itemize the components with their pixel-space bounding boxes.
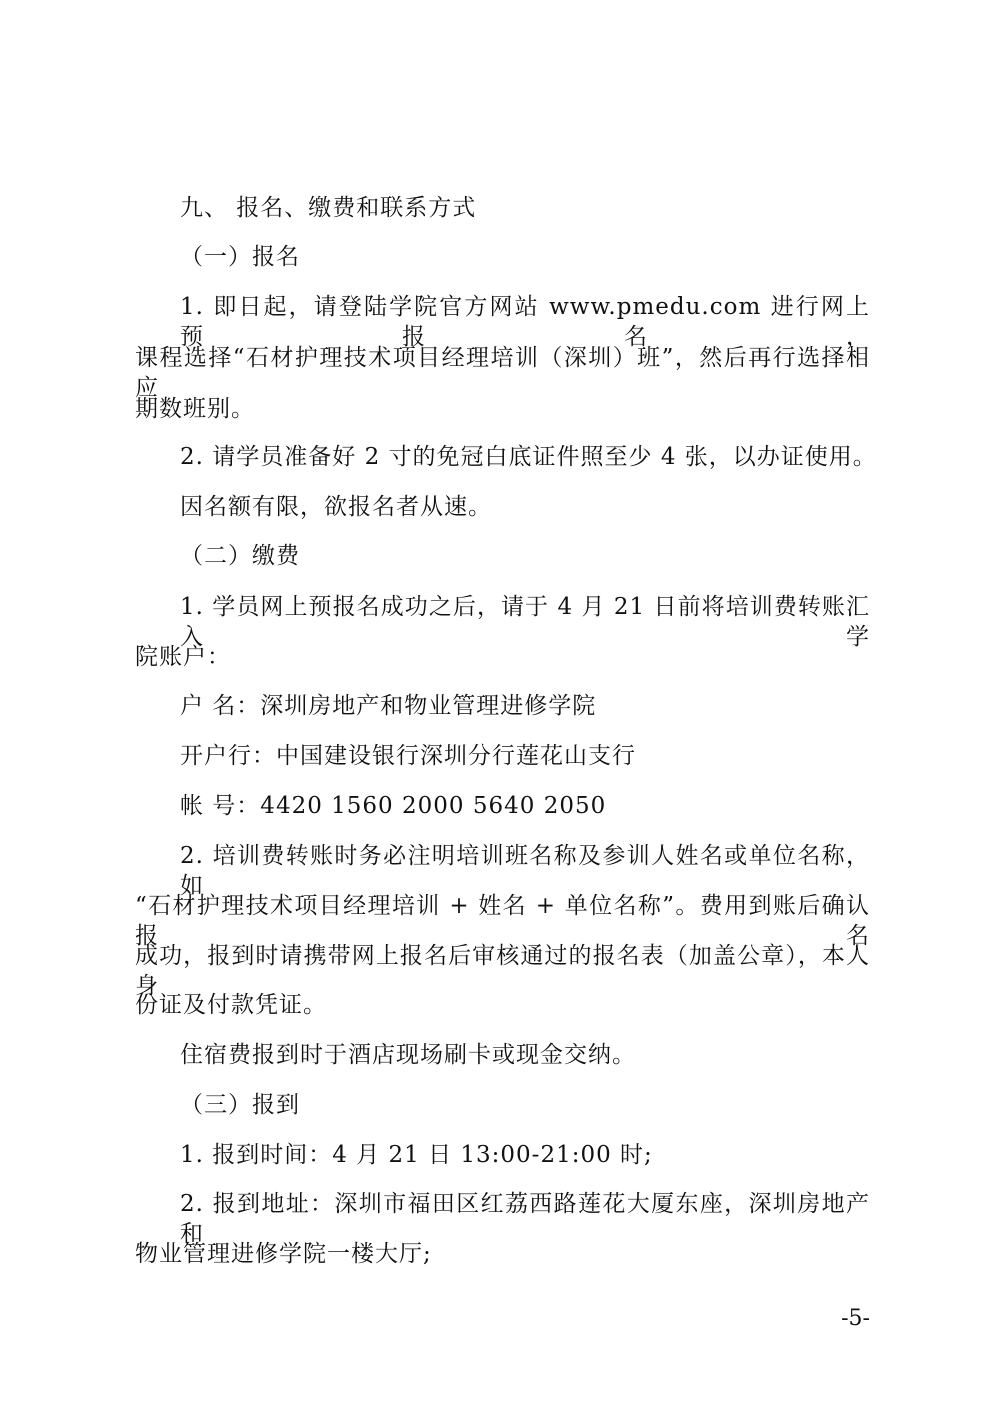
bank-name: 开户行：中国建设银行深圳分行莲花山支行: [180, 743, 636, 769]
payment-item2-line3: 成功，报到时请携带网上报名后审核通过的报名表（加盖公章），本人身: [135, 943, 870, 999]
payment-item2-line2: “石材护理技术项目经理培训 + 姓名 + 单位名称”。费用到账后确认报名: [135, 893, 870, 949]
page-number: -5-: [841, 1306, 870, 1331]
checkin-heading: （三）报到: [180, 1092, 300, 1118]
checkin-time: 1. 报到时间：4 月 21 日 13:00-21:00 时;: [180, 1142, 653, 1168]
section-heading: 九、 报名、缴费和联系方式: [180, 195, 477, 221]
registration-item2: 2. 请学员准备好 2 寸的免冠白底证件照至少 4 张，以办证使用。: [180, 444, 877, 470]
registration-item1-line2: 课程选择“石材护理技术项目经理培训（深圳）班”，然后再行选择相应: [135, 345, 870, 401]
registration-item1-line3: 期数班别。: [135, 396, 255, 422]
payment-item1-line1: 1. 学员网上预报名成功之后，请于 4 月 21 日前将培训费转账汇入学: [180, 594, 870, 650]
payment-heading: （二）缴费: [180, 543, 300, 569]
payment-item2-line1: 2. 培训费转账时务必注明培训班名称及参训人姓名或单位名称，如: [180, 843, 870, 899]
account-number: 帐 号：4420 1560 2000 5640 2050: [180, 793, 607, 819]
registration-note: 因名额有限，欲报名者从速。: [180, 494, 492, 520]
payment-item2-line4: 份证及付款凭证。: [135, 992, 327, 1018]
registration-item1-line1: 1. 即日起，请登陆学院官方网站 www.pmedu.com 进行网上预报名，: [180, 294, 870, 350]
account-name: 户 名：深圳房地产和物业管理进修学院: [180, 693, 597, 719]
checkin-address-line2: 物业管理进修学院一楼大厅;: [135, 1241, 432, 1267]
payment-item1-line2: 院账户：: [135, 644, 231, 670]
checkin-address-line1: 2. 报到地址：深圳市福田区红荔西路莲花大厦东座，深圳房地产和: [180, 1191, 870, 1247]
lodging-note: 住宿费报到时于酒店现场刷卡或现金交纳。: [180, 1042, 636, 1068]
registration-heading: （一）报名: [180, 244, 300, 270]
